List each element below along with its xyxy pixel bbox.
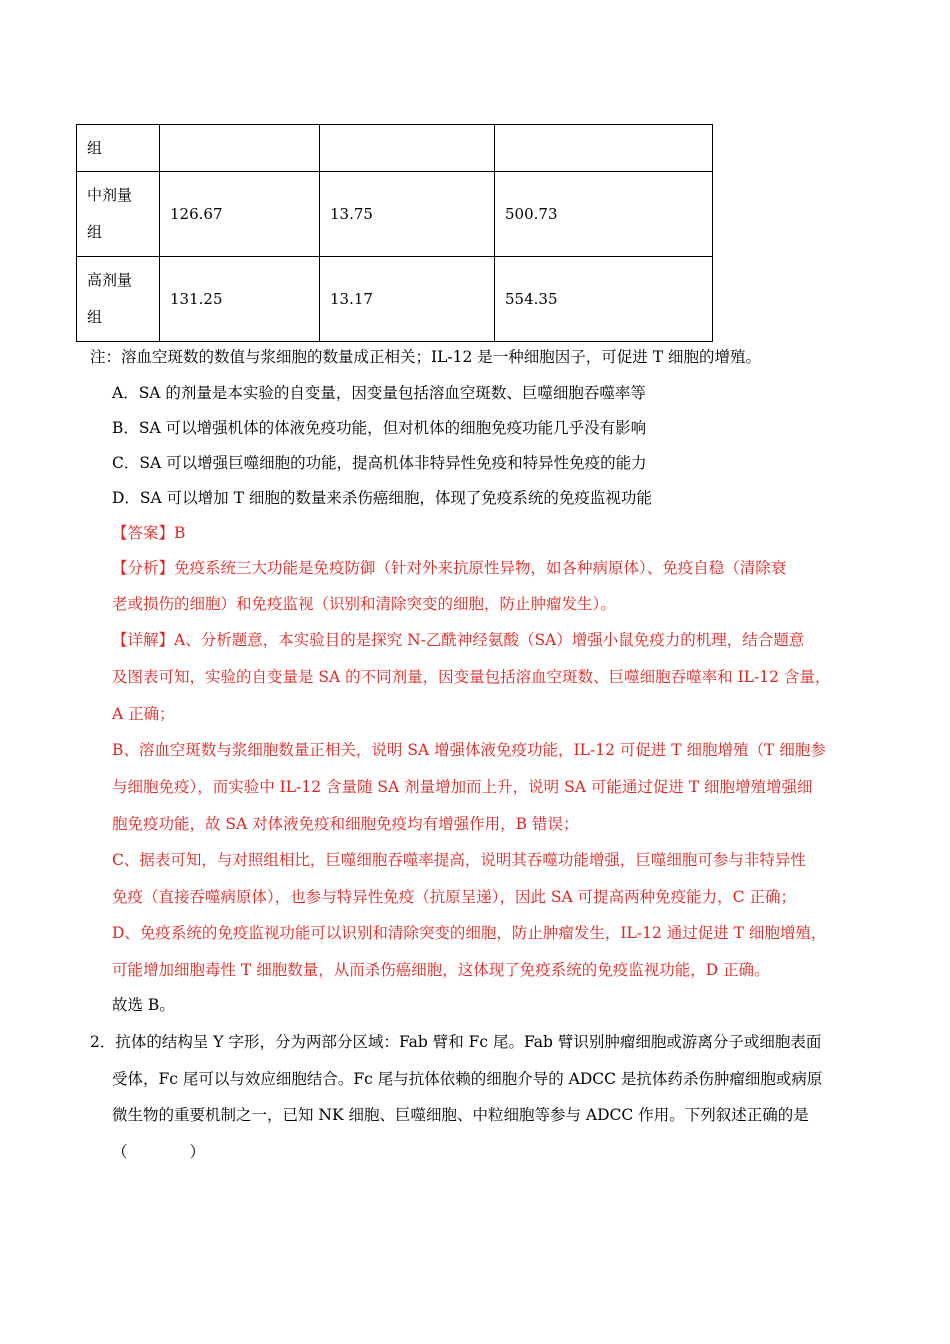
- question-2-blank: （ ）: [112, 1143, 206, 1161]
- detail-line: C、据表可知，与对照组相比，巨噬细胞吞噬率提高，说明其吞噬功能增强，巨噬细胞可参与非特异性: [112, 851, 806, 869]
- group-label-line2: 组: [87, 223, 103, 241]
- group-label-line1: 中剂量: [87, 186, 133, 204]
- detail-line: [112, 630, 804, 650]
- detail-line: D、免疫系统的免疫监视功能可以识别和清除突变的细胞，防止肿瘤发生，IL-12 通过促进 T 细胞增殖，: [112, 924, 827, 942]
- analysis-tag: 【分析】: [112, 559, 175, 577]
- detail-line: A 正确；: [112, 705, 175, 723]
- analysis-text: 免疫系统三大功能是免疫防御（针对外来抗原性异物，如各种病原体）、免疫自稳（清除衰: [174, 559, 787, 577]
- detail-text: A、分析题意，本实验目的是探究 N-乙酰神经氨酸（SA）增强小鼠免疫力的机理，结合题意: [174, 631, 805, 649]
- detail-line: 及图表可知，实验的自变量是 SA 的不同剂量，因变量包括溶血空斑数、巨噬细胞吞噬率和 IL-12 含量，: [112, 668, 831, 686]
- detail-line: B、溶血空斑数与浆细胞数量正相关，说明 SA 增强体液免疫功能，IL-12 可促进 T 细胞增殖（T 细胞参: [112, 741, 826, 759]
- answer-line: [112, 523, 185, 543]
- question-2-line: 受体，Fc 尾可以与效应细胞结合。Fc 尾与抗体依赖的细胞介导的 ADCC 是抗体药杀伤肿瘤细胞或病原: [112, 1070, 823, 1088]
- detail-line: 与细胞免疫），而实验中 IL-12 含量随 SA 剂量增加而上升，说明 SA 可能通过促进 T 细胞增殖增强细: [112, 778, 813, 796]
- table-cell: [495, 125, 713, 172]
- results-table: [76, 124, 713, 342]
- group-cell: [77, 257, 160, 342]
- answer-text: B: [174, 524, 186, 542]
- table-cell: [320, 125, 495, 172]
- analysis-line-1: [112, 558, 786, 578]
- table-cell: 500.73: [495, 172, 713, 257]
- group-label-line2: 组: [87, 308, 103, 326]
- option-d: D．SA 可以增加 T 细胞的数量来杀伤癌细胞，体现了免疫系统的免疫监视功能: [112, 489, 652, 507]
- conclusion-line: 故选 B。: [112, 996, 175, 1014]
- option-b: B．SA 可以增强机体的体液免疫功能，但对机体的细胞免疫功能几乎没有影响: [112, 419, 647, 437]
- table-cell: 554.35: [495, 257, 713, 342]
- answer-tag: 【答案】: [112, 524, 175, 542]
- group-label: 组: [87, 138, 103, 157]
- table-cell: 13.75: [320, 172, 495, 257]
- analysis-line-2: 老或损伤的细胞）和免疫监视（识别和清除突变的细胞，防止肿瘤发生）。: [112, 595, 616, 613]
- question-2-line: 微生物的重要机制之一，已知 NK 细胞、巨噬细胞、中粒细胞等参与 ADCC 作用。下列叙述正确的是: [112, 1106, 809, 1124]
- table-note: 注：溶血空斑数的数值与浆细胞的数量成正相关；IL-12 是一种细胞因子，可促进 T 细胞的增殖。: [90, 348, 761, 366]
- option-c: C．SA 可以增强巨噬细胞的功能，提高机体非特异性免疫和特异性免疫的能力: [112, 454, 647, 472]
- detail-line: 免疫（直接吞噬病原体），也参与特异性免疫（抗原呈递），因此 SA 可提高两种免疫能力，C 正确；: [112, 888, 796, 906]
- group-cell: [77, 125, 160, 172]
- table-row: [77, 125, 713, 172]
- option-a: A．SA 的剂量是本实验的自变量，因变量包括溶血空斑数、巨噬细胞吞噬率等: [112, 384, 646, 402]
- question-2-line: 2．抗体的结构呈 Y 字形，分为两部分区域：Fab 臂和 Fc 尾。Fab 臂识别肿瘤细胞或游离分子或细胞表面: [90, 1033, 822, 1051]
- detail-line: 可能增加细胞毒性 T 细胞数量，从而杀伤癌细胞，这体现了免疫系统的免疫监视功能，D 正确。: [112, 961, 770, 979]
- detail-line: 胞免疫功能，故 SA 对体液免疫和细胞免疫均有增强作用，B 错误；: [112, 815, 579, 833]
- table-cell: 126.67: [160, 172, 320, 257]
- group-label-line1: 高剂量: [87, 271, 133, 289]
- table-cell: [160, 125, 320, 172]
- table-cell: 131.25: [160, 257, 320, 342]
- group-cell: [77, 172, 160, 257]
- table-row: [77, 172, 713, 257]
- detail-tag: 【详解】: [112, 631, 175, 649]
- table-row: [77, 257, 713, 342]
- table-cell: 13.17: [320, 257, 495, 342]
